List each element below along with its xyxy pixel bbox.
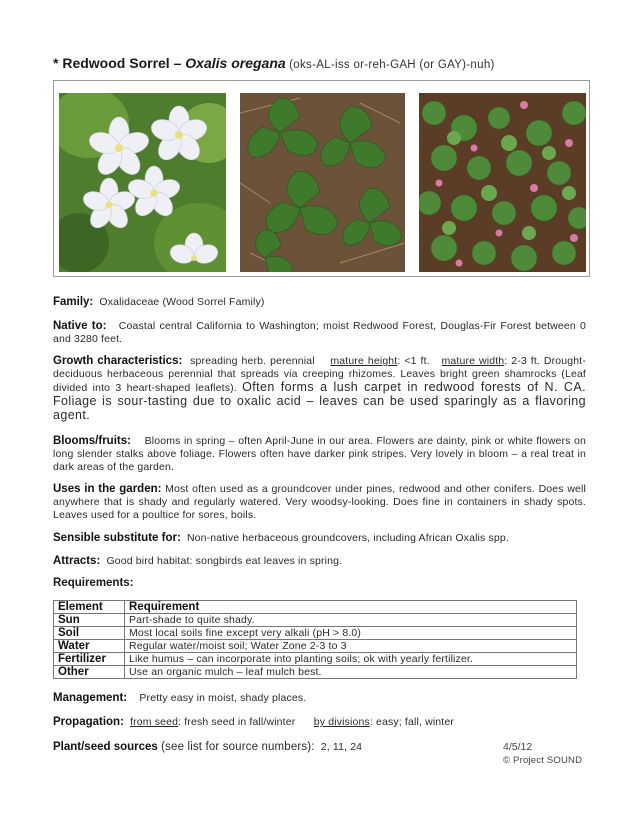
attracts-text: Good bird habitat: songbirds eat leaves in spring. <box>106 555 343 567</box>
growth-text-2: Often forms a lush carpet in redwood forests of N. CA. <box>242 380 586 394</box>
element-cell: Fertilizer <box>54 653 125 666</box>
header-element: Element <box>54 601 125 614</box>
table-header-row <box>54 601 577 614</box>
sources-numbers: 2, 11, 24 <box>320 741 363 753</box>
date-stamp: 4/5/12 <box>503 741 533 753</box>
family-text: Oxalidaceae (Wood Sorrel Family) <box>99 296 265 308</box>
sources-label: Plant/seed sources <box>53 741 158 753</box>
growth-text-1: Drought-deciduous herbaceous perennial that spreads via creeping rhizomes. Leaves bright green shamrocks (Leaf divided into 3 heart-shaped leaflets). <box>53 355 586 394</box>
element-cell: Sun <box>54 614 125 627</box>
native-label: Native to: <box>53 320 107 332</box>
by-divisions-text: : easy; fall, winter <box>369 716 454 728</box>
table-row-other <box>54 666 577 679</box>
growth-section <box>53 355 586 423</box>
attracts-label: Attracts: <box>53 555 101 567</box>
requirement-cell: Most local soils fine except very alkali (pH > 8.0) <box>125 627 577 640</box>
native-text: Coastal central California to Washington; moist Redwood Forest, Douglas-Fir Forest between 0 and 3280 feet. <box>53 320 586 345</box>
growth-label: Growth characteristics: <box>53 355 183 367</box>
management-section <box>53 692 586 705</box>
title-dash: – <box>169 55 186 71</box>
table-row-water <box>54 640 577 653</box>
native-section <box>53 320 586 346</box>
blooms-text: Blooms in spring – often April-June in our area. Flowers are dainty, pink or white flowers on long slender stalks above foliage. Flowers often have darker pink stripes. Very lovely in bloom – a real treat in dark areas of the garden. <box>53 435 586 473</box>
requirements-table <box>53 600 577 679</box>
photo-shamrock-leaves <box>240 93 405 272</box>
photo-panel <box>53 80 590 277</box>
table-row-soil <box>54 627 577 640</box>
title-marker: * <box>53 55 63 71</box>
mature-height-label: mature height <box>330 355 398 367</box>
growth-intro: spreading herb. perennial <box>190 355 315 367</box>
scientific-name: Oxalis oregana <box>185 55 286 71</box>
family-label: Family: <box>53 296 94 308</box>
blooms-label: Blooms/fruits: <box>53 435 131 447</box>
photo-white-flowers <box>59 93 226 272</box>
element-cell: Water <box>54 640 125 653</box>
common-name: Redwood Sorrel <box>62 55 170 71</box>
uses-label: Uses in the garden: <box>53 483 162 495</box>
growth-text-3: Foliage is sour-tasting due to oxalic acid – leaves can be used sparingly as a flavoring agent. <box>53 394 586 422</box>
pronunciation: (oks-AL-iss or-reh-GAH (or GAY)-nuh) <box>285 59 495 71</box>
family-section <box>53 296 586 309</box>
sources-note: (see list for source numbers): <box>157 741 315 753</box>
substitute-label: Sensible substitute for: <box>53 532 181 544</box>
element-cell: Soil <box>54 627 125 640</box>
photo-pink-flowers-carpet <box>419 93 586 272</box>
element-cell: Other <box>54 666 125 679</box>
page-title <box>53 55 495 71</box>
blooms-section <box>53 435 586 474</box>
substitute-text: Non-native herbaceous groundcovers, including African Oxalis spp. <box>186 532 509 544</box>
management-text: Pretty easy in moist, shady places. <box>139 692 307 704</box>
requirement-cell: Regular water/moist soil; Water Zone 2-3 to 3 <box>125 640 577 653</box>
attracts-section <box>53 555 586 568</box>
requirements-label: Requirements: <box>53 577 134 589</box>
table-row-sun <box>54 614 577 627</box>
substitute-section <box>53 532 586 545</box>
requirement-cell: Part-shade to quite shady. <box>125 614 577 627</box>
uses-section <box>53 483 586 522</box>
sources-section <box>53 741 473 754</box>
requirement-cell: Like humus – can incorporate into planting soils; ok with yearly fertilizer. <box>125 653 577 666</box>
propagation-label: Propagation: <box>53 716 124 728</box>
from-seed-text: : fresh seed in fall/winter <box>178 716 296 728</box>
from-seed-label: from seed <box>130 716 179 728</box>
requirement-cell: Use an organic mulch – leaf mulch best. <box>125 666 577 679</box>
mature-width-value: : 2-3 ft. <box>504 355 540 367</box>
mature-width-label: mature width <box>441 355 505 367</box>
management-label: Management: <box>53 692 128 704</box>
propagation-section <box>53 716 586 729</box>
header-requirement: Requirement <box>125 601 577 614</box>
by-divisions-label: by divisions <box>313 716 370 728</box>
table-row-fertilizer <box>54 653 577 666</box>
mature-height-value: : <1 ft. <box>397 355 430 367</box>
copyright-notice: © Project SOUND <box>503 755 583 766</box>
uses-text: Most often used as a groundcover under pines, redwood and other conifers. Does well anywhere that is shady and regularly watered. Very woodsy-looking. Does fine in containers in shady spots. Leaves used for a poultice for sores, boils. <box>53 483 587 521</box>
